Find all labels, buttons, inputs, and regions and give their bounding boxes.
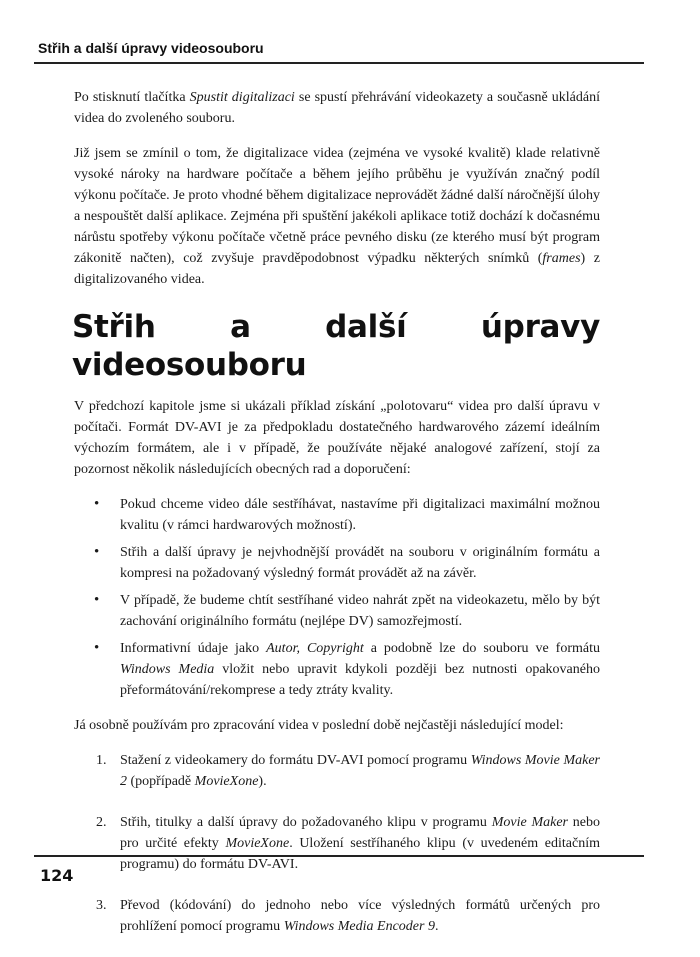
italic-term: Spustit digitalizaci (189, 90, 295, 105)
step-text: Převod (kódování) do jednoho nebo více výsledných formátů určených pro prohlížení pomocí programu Windows Media Encoder 9. (120, 898, 600, 934)
recommendation-item: • V případě, že budeme chtít sestříhané video nahrát zpět na videokazetu, mělo by být zachování originálního formátu (nejlépe DV) samozřejmostí. (74, 590, 600, 632)
step-text: Stažení z videokamery do formátu DV-AVI pomocí programu Windows Movie Maker 2 (popřípadě MovieXone). (120, 753, 600, 789)
italic-term: Movie Maker (491, 815, 568, 830)
italic-term: MovieXone (225, 836, 290, 851)
italic-term: Windows Media (120, 662, 215, 677)
page-body (74, 87, 600, 957)
intro-paragraph-2: Již jsem se zmínil o tom, že digitalizace videa (zejména ve vysoké kvalitě) klade relativně vysoké nároky na hardware počítače a během jejího průběhu je využíván značný podíl výkonu počítače. Je proto vhodné během digitalizace neprovádět žádné další náročnější úlohy a nespouštět další aplikace. Zejména při spuštění jakékoli aplikace totiž dochází k dočasnému nárůstu spotřeby výkonu počítače včetně práce pevného disku (ze kterého musí být program zákonitě načten), což zvyšuje pravděpodobnost výpadku některých snímků (frames) z digitalizovaného videa. (74, 146, 600, 287)
workflow-steps-list (74, 750, 600, 937)
recommendation-list (74, 494, 600, 701)
italic-term: Windows Movie Maker 2 (120, 753, 600, 789)
italic-term: Autor, Copyright (266, 641, 364, 656)
step-number: 1. (96, 753, 107, 768)
section-lead-paragraph: V předchozí kapitole jsme si ukázali příklad získání „polotovaru“ videa pro další úpravu v počítači. Formát DV-AVI je za předpokladu dostatečného hardwarového zázemí ideálním výchozím formátem, ale i v případě, že používáte nějaké analogové zařízení, stojí za pozornost několik následujících obecných rad a doporučení: (74, 399, 600, 477)
header-divider (34, 62, 644, 64)
step-number: 3. (96, 898, 107, 913)
recommendation-item: • Pokud chceme video dále sestříhávat, nastavíme při digitalizaci maximální možnou kvalitu (v rámci hardwarových možností). (74, 494, 600, 536)
workflow-step (74, 895, 600, 937)
italic-term: MovieXone (194, 774, 259, 789)
italic-term: frames (542, 251, 581, 266)
recommendation-item: • Střih a další úpravy je nejvhodnější provádět na souboru v originálním formátu a kompresi na požadovaný výsledný formát provádět až na závěr. (74, 542, 600, 584)
running-header-title: Střih a další úpravy videosouboru (38, 40, 264, 56)
footer-divider (34, 855, 644, 857)
page-number: 124 (40, 866, 74, 885)
recommendation-item: • Informativní údaje jako Autor, Copyright a podobně lze do souboru ve formátu Windows Media vložit nebo upravit kdykoli později bez nutnosti opakovaného přeformátování/rekomprese a tedy ztráty kvality. (74, 638, 600, 701)
italic-term: Windows Media Encoder 9 (283, 919, 435, 934)
section-heading: Střih a další úpravy videosouboru (72, 309, 600, 383)
workflow-step (74, 750, 600, 792)
model-intro-paragraph: Já osobně používám pro zpracování videa v poslední době nejčastěji následující model: (74, 718, 564, 733)
step-number: 2. (96, 815, 107, 830)
workflow-step (74, 812, 600, 875)
intro-paragraph-1: Po stisknutí tlačítka Spustit digitalizaci se spustí přehrávání videokazety a současně ukládání videa do zvoleného souboru. (74, 90, 600, 126)
step-text: Střih, titulky a další úpravy do požadovaného klipu v programu Movie Maker nebo pro určité efekty MovieXone. Uložení sestříhaného klipu (v uvedeném editačním programu) do formátu DV-AVI. (120, 815, 600, 872)
